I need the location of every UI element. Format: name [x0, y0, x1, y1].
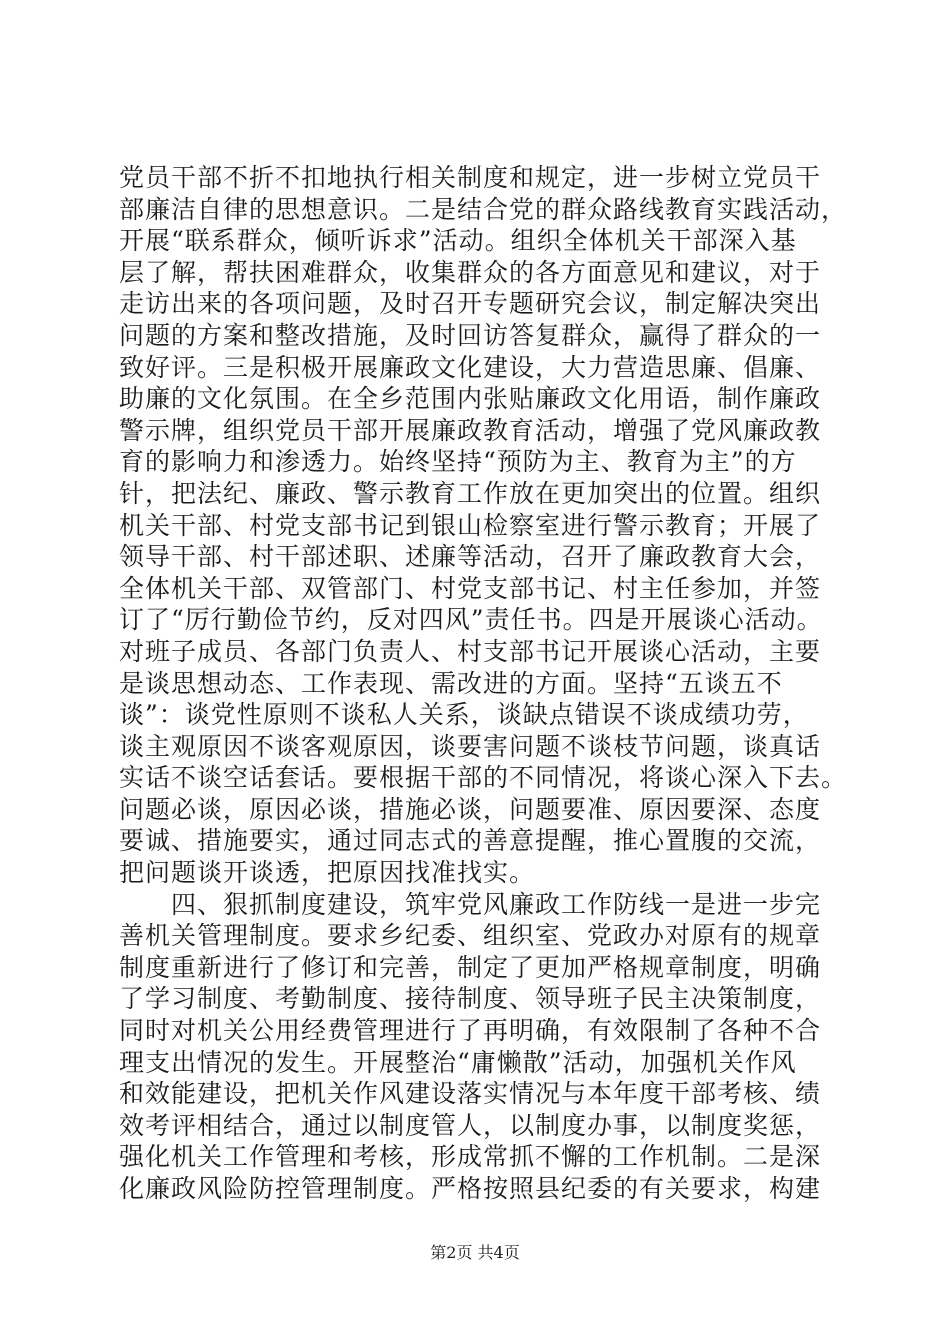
text-line: 四、狠抓制度建设，筑牢党风廉政工作防线一是进一步完: [119, 889, 822, 919]
text-line: 党员干部不折不扣地执行相关制度和规定，进一步树立党员干: [119, 163, 822, 192]
text-line: 要诚、措施要实，通过同志式的善意提醒，推心置腹的交流，: [119, 826, 822, 856]
text-line: 了学习制度、考勤制度、接待制度、领导班子民主决策制度，: [119, 984, 822, 1014]
text-line: 机关干部、村党支部书记到银山检察室进行警示教育；开展了: [119, 510, 822, 540]
text-line: 全体机关干部、双管部门、村党支部书记、村主任参加，并签: [119, 573, 822, 603]
text-line: 订了“厉行勤俭节约，反对四风”责任书。四是开展谈心活动。: [119, 605, 823, 635]
text-line: 是谈思想动态、工作表现、需改进的方面。坚持“五谈五不: [119, 668, 783, 698]
text-line: 对班子成员、各部门负责人、村支部书记开展谈心活动，主要: [119, 636, 822, 666]
text-line: 育的影响力和渗透力。始终坚持“预防为主、教育为主”的方: [119, 447, 797, 477]
text-line: 实话不谈空话套话。要根据干部的不同情况，将谈心深入下去。: [119, 763, 848, 793]
text-line: 问题的方案和整改措施，及时回访答复群众，赢得了群众的一: [119, 320, 822, 350]
text-line: 问题必谈，原因必谈，措施必谈，问题要准、原因要深、态度: [119, 794, 822, 824]
text-line: 警示牌，组织党员干部开展廉政教育活动，增强了党风廉政教: [119, 415, 822, 445]
text-line: 强化机关工作管理和考核，形成常抓不懈的工作机制。二是深: [119, 1142, 822, 1172]
page-footer: 第2页 共4页: [430, 1243, 520, 1262]
text-line: 谈”：谈党性原则不谈私人关系，谈缺点错误不谈成绩功劳，: [119, 700, 809, 730]
body-text: [119, 162, 848, 1205]
text-line: 部廉洁自律的思想意识。二是结合党的群众路线教育实践活动，: [119, 194, 848, 224]
text-line: 助廉的文化氛围。在全乡范围内张贴廉政文化用语，制作廉政: [119, 384, 822, 414]
text-line: 制度重新进行了修订和完善，制定了更加严格规章制度，明确: [119, 952, 822, 982]
text-line: 化廉政风险防控管理制度。严格按照县纪委的有关要求，构建: [119, 1174, 822, 1203]
text-line: 层了解，帮扶困难群众，收集群众的各方面意见和建议，对于: [119, 257, 822, 287]
text-line: 领导干部、村干部述职、述廉等活动，召开了廉政教育大会，: [119, 542, 822, 572]
text-line: 致好评。三是积极开展廉政文化建设，大力营造思廉、倡廉、: [119, 352, 822, 382]
text-line: 效考评相结合，通过以制度管人，以制度办事，以制度奖惩，: [119, 1110, 822, 1140]
text-line: 开展“联系群众，倾听诉求”活动。组织全体机关干部深入基: [119, 226, 797, 256]
text-line: 走访出来的各项问题，及时召开专题研究会议，制定解决突出: [119, 289, 822, 319]
text-line: 和效能建设，把机关作风建设落实情况与本年度干部考核、绩: [119, 1079, 822, 1109]
text-line: 理支出情况的发生。开展整治“庸懒散”活动，加强机关作风: [119, 1047, 797, 1077]
text-line: 同时对机关公用经费管理进行了再明确，有效限制了各种不合: [119, 1016, 822, 1046]
text-line: 把问题谈开谈透，把原因找准找实。: [119, 858, 536, 888]
text-line: 善机关管理制度。要求乡纪委、组织室、党政办对原有的规章: [119, 921, 822, 951]
text-line: 针，把法纪、廉政、警示教育工作放在更加突出的位置。组织: [119, 478, 822, 508]
text-line: 谈主观原因不谈客观原因，谈要害问题不谈枝节问题，谈真话: [119, 731, 822, 761]
